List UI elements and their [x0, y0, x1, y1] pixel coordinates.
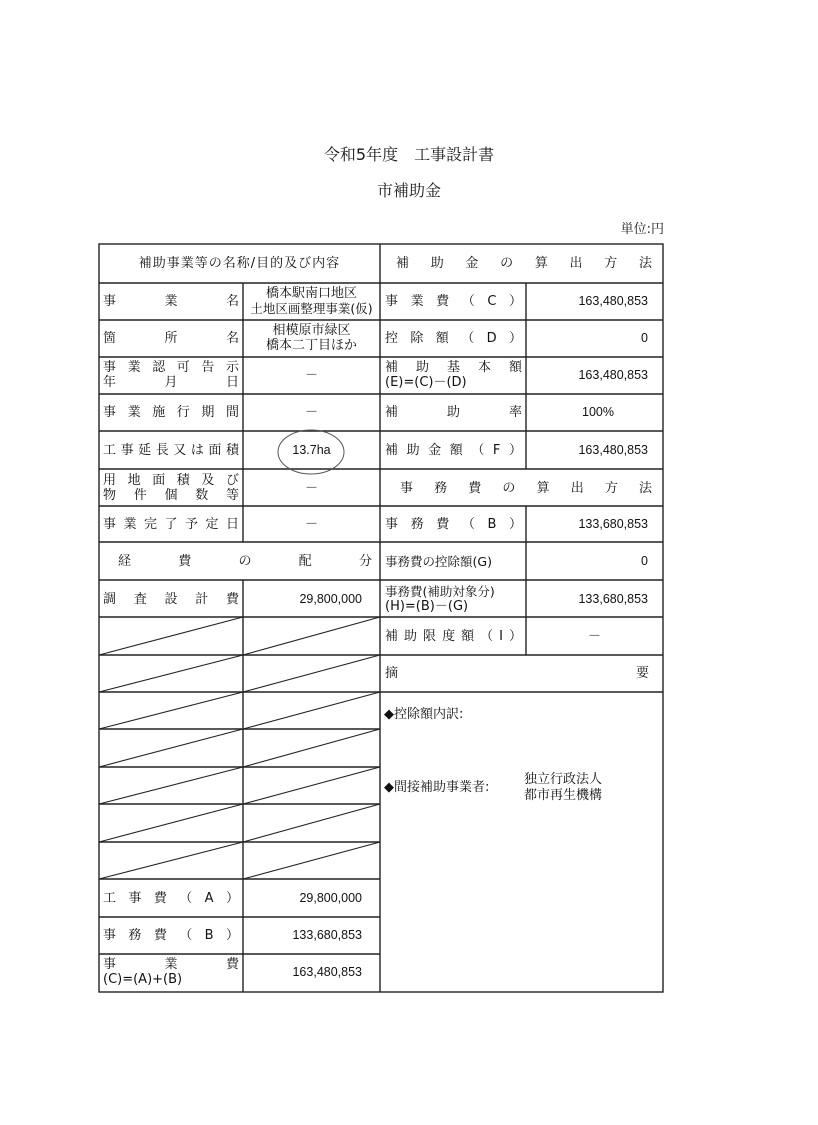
row-label-limit: 補助限度額（I） — [385, 629, 522, 644]
unit-label: 単位:円 — [620, 222, 664, 237]
row-value-approval: － — [304, 368, 318, 383]
remarks-header: 摘 要 — [385, 666, 649, 681]
row-value-location-line1: 相模原市緑区 — [272, 323, 351, 338]
row-label-land-line2: 物件個数等 — [103, 488, 239, 503]
row-label-admin-cost-left: 事務費（B） — [103, 928, 239, 943]
row-value-deduction: 0 — [641, 331, 648, 345]
deduction-breakdown-label: ◆控除額内訳: — [384, 707, 464, 722]
row-value-admin-cost-left: 133,680,853 — [292, 928, 362, 942]
row-label-project-name: 事 業 名 — [103, 294, 239, 309]
row-value-total-cost: 163,480,853 — [292, 965, 362, 979]
row-value-location-line2: 橋本二丁目ほか — [265, 338, 357, 353]
table-border — [99, 244, 663, 992]
row-value-construction-cost: 29,800,000 — [299, 891, 362, 905]
row-value-admin-cost: 133,680,853 — [578, 517, 648, 531]
indirect-operator-value-line2: 都市再生機構 — [524, 788, 603, 803]
indirect-operator-value-line1: 独立行政法人 — [524, 772, 603, 787]
row-value-admin-eligible: 133,680,853 — [578, 592, 648, 606]
row-value-admin-deduction: 0 — [641, 554, 648, 568]
row-value-area: 13.7ha — [292, 443, 331, 457]
row-label-period: 事業施行期間 — [103, 405, 239, 420]
row-label-total-cost-line1: 事 業 費 — [103, 957, 239, 972]
row-label-subsidy: 補助金額（F） — [385, 443, 522, 458]
row-value-project-cost: 163,480,853 — [578, 294, 648, 308]
row-value-rate: 100% — [582, 405, 614, 419]
row-label-approval-line2: 年 月 日 — [103, 375, 239, 390]
admin-header: 事 務 費 の 算 出 方 法 — [400, 481, 652, 496]
document-subtitle: 市補助金 — [376, 181, 441, 200]
row-label-area: 工事延長又は面積 — [103, 443, 239, 458]
row-label-admin-eligible-line1: 事務費(補助対象分) — [385, 584, 495, 599]
row-label-completion: 事業完了予定日 — [103, 517, 239, 532]
row-value-subsidy: 163,480,853 — [578, 443, 648, 457]
left-header: 補助事業等の名称/目的及び内容 — [138, 256, 341, 271]
empty-row-strikes — [99, 617, 380, 879]
row-label-admin-deduction: 事務費の控除額(G) — [385, 554, 492, 569]
row-label-base-line2: (E)=(C)－(D) — [385, 375, 467, 390]
row-label-project-cost: 事業費（C） — [385, 294, 522, 309]
row-value-period: － — [304, 405, 318, 420]
row-label-rate: 補 助 率 — [385, 405, 522, 420]
row-label-approval-line1: 事業認可告示 — [103, 360, 239, 375]
row-value-limit: － — [587, 629, 601, 644]
row-value-base: 163,480,853 — [578, 368, 648, 382]
row-label-total-cost-line2: (C)=(A)+(B) — [103, 972, 183, 987]
allocation-header: 経 費 の 配 分 — [118, 554, 372, 569]
row-label-survey: 調査設計費 — [103, 592, 239, 607]
document-title: 令和5年度 工事設計書 — [323, 145, 495, 164]
row-value-land: － — [304, 481, 318, 496]
row-label-admin-cost: 事務費（B） — [385, 517, 522, 532]
row-label-base-line1: 補助基本額 — [385, 360, 522, 375]
row-value-project-name-line2: 土地区画整理事業(仮) — [250, 301, 373, 316]
row-label-land-line1: 用地面積及び — [103, 473, 239, 488]
row-label-admin-eligible-line2: (H)=(B)－(G) — [385, 599, 469, 614]
right-header: 補 助 金 の 算 出 方 法 — [396, 256, 652, 271]
row-value-completion: － — [304, 517, 318, 532]
row-label-construction-cost: 工事費（A） — [103, 891, 239, 906]
row-value-survey: 29,800,000 — [299, 592, 362, 606]
row-label-location: 箇 所 名 — [103, 331, 239, 346]
row-value-project-name-line1: 橋本駅南口地区 — [265, 286, 357, 301]
indirect-operator-label: ◆間接補助事業者: — [384, 780, 490, 795]
row-label-deduction: 控除額（D） — [385, 331, 522, 346]
